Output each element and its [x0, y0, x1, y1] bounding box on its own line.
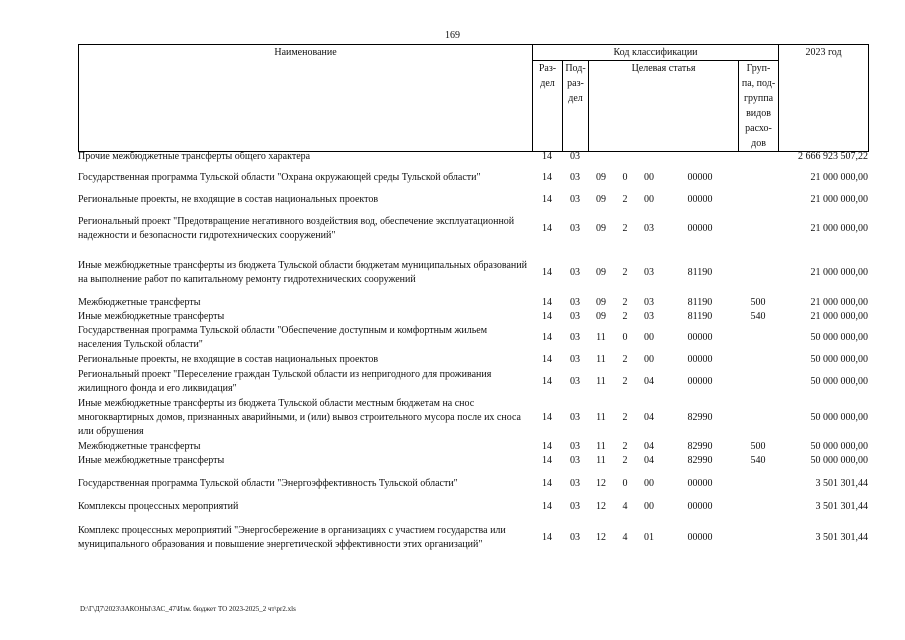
page-number: 169 [445, 30, 460, 41]
cell-vr [738, 514, 778, 562]
cell-c2: 0 [622, 172, 628, 183]
cell-c3 [636, 150, 662, 164]
cell-c1: 09 [596, 297, 606, 308]
file-path: D:\Г\Д7\2023\ЗАКОНЫ\ЗАС_47\Изм. бюджет ТО 2023-2025_2 чт\pr2.xls [80, 605, 296, 613]
cell-vr [738, 500, 778, 514]
cell-c1: 09 [596, 267, 606, 278]
cell-amount: 21 000 000,00 [810, 172, 868, 183]
table-row [78, 250, 868, 296]
cell-vr: 540 [750, 455, 766, 466]
cell-pr: 03 [570, 267, 580, 278]
cell-name: Иные межбюджетные трансферты из бюджета Тульской области бюджетам муниципальных образований на выполнение работ по капитальному ремонту гидротехнических сооружений [78, 260, 527, 285]
cell-pr: 03 [570, 332, 580, 343]
cell-c4: 00000 [687, 332, 713, 343]
cell-name: Государственная программа Тульской области "Охрана окружающей среды Тульской области" [78, 172, 481, 183]
cell-c4: 00000 [687, 501, 713, 512]
cell-rz: 14 [542, 354, 552, 365]
table-row [78, 296, 868, 310]
table-row [78, 514, 868, 562]
table-row [78, 208, 868, 250]
cell-amount: 21 000 000,00 [810, 267, 868, 278]
cell-rz: 14 [542, 332, 552, 343]
cell-amount: 50 000 000,00 [810, 412, 868, 423]
cell-c4: 00000 [687, 376, 713, 387]
table-row [78, 440, 868, 454]
header-podrazdel: Под- раз- дел [563, 61, 589, 152]
cell-name: Государственная программа Тульской области "Энергоэффективность Тульской области" [78, 478, 458, 489]
table-row [78, 368, 868, 396]
cell-amount: 3 501 301,44 [815, 478, 868, 489]
cell-pr: 03 [570, 532, 580, 543]
cell-c2: 2 [622, 455, 628, 466]
cell-rz: 14 [542, 223, 552, 234]
cell-c4: 00000 [687, 532, 713, 543]
cell-name: Региональный проект "Предотвращение негативного воздействия вод, обеспечение эксплуатационной надежности и безопасности гидротехнических сооружений" [78, 216, 515, 241]
cell-amount: 50 000 000,00 [810, 354, 868, 365]
cell-c2 [614, 150, 636, 164]
cell-pr: 03 [570, 455, 580, 466]
cell-amount: 3 501 301,44 [815, 532, 868, 543]
cell-name: Иные межбюджетные трансферты [78, 455, 225, 466]
cell-c2: 2 [622, 311, 628, 322]
table-row [78, 324, 868, 352]
cell-vr [738, 324, 778, 352]
cell-rz: 14 [542, 311, 552, 322]
cell-pr: 03 [570, 151, 580, 162]
cell-name: Иные межбюджетные трансферты из бюджета Тульской области местным бюджетам на снос многоквартирных домов, признанных аварийными, и (или) вывоз строительного мусора после их сноса или обрушения [78, 398, 521, 437]
cell-rz: 14 [542, 478, 552, 489]
cell-amount: 21 000 000,00 [810, 223, 868, 234]
cell-name: Межбюджетные трансферты [78, 297, 201, 308]
cell-rz: 14 [542, 151, 552, 162]
header-name: Наименование [79, 45, 533, 152]
cell-c3: 03 [644, 311, 654, 322]
cell-amount: 50 000 000,00 [810, 441, 868, 452]
cell-c3: 00 [644, 332, 654, 343]
cell-c2: 2 [622, 376, 628, 387]
cell-name: Региональные проекты, не входящие в состав национальных проектов [78, 354, 379, 365]
cell-name: Комплекс процессных мероприятий "Энергосбережение в организациях с участием государства или муниципального образования и повышение энергетической эффективности этих организаций" [78, 525, 506, 550]
cell-c4: 81190 [687, 297, 713, 308]
cell-rz: 14 [542, 172, 552, 183]
cell-vr [738, 208, 778, 250]
cell-c3: 04 [644, 441, 654, 452]
cell-c1: 09 [596, 223, 606, 234]
cell-c4: 81190 [687, 267, 713, 278]
cell-c1: 11 [596, 354, 606, 365]
cell-rz: 14 [542, 267, 552, 278]
cell-pr: 03 [570, 172, 580, 183]
cell-c4: 00000 [687, 194, 713, 205]
cell-c2: 2 [622, 297, 628, 308]
cell-amount: 3 501 301,44 [815, 501, 868, 512]
cell-pr: 03 [570, 297, 580, 308]
cell-c2: 4 [622, 501, 628, 512]
cell-amount: 21 000 000,00 [810, 311, 868, 322]
cell-name: Государственная программа Тульской области "Обеспечение доступным и комфортным жильем населения Тульской области" [78, 325, 488, 350]
cell-c2: 2 [622, 412, 628, 423]
cell-vr [738, 192, 778, 208]
cell-c1: 09 [596, 311, 606, 322]
table-row [78, 352, 868, 368]
cell-name: Региональные проекты, не входящие в состав национальных проектов [78, 194, 379, 205]
cell-pr: 03 [570, 501, 580, 512]
cell-name: Комплексы процессных мероприятий [78, 501, 239, 512]
cell-c4: 82990 [687, 455, 713, 466]
cell-pr: 03 [570, 441, 580, 452]
table-row [78, 310, 868, 324]
cell-c2: 2 [622, 354, 628, 365]
cell-c3: 04 [644, 376, 654, 387]
cell-rz: 14 [542, 441, 552, 452]
cell-c1: 11 [596, 376, 606, 387]
header-code: Код классификации [533, 45, 779, 61]
cell-vr: 540 [750, 311, 766, 322]
cell-name: Прочие межбюджетные трансферты общего характера [78, 151, 311, 162]
cell-c3: 03 [644, 297, 654, 308]
cell-c2: 2 [622, 267, 628, 278]
cell-c1: 12 [596, 478, 606, 489]
cell-vr [738, 368, 778, 396]
cell-rz: 14 [542, 376, 552, 387]
cell-amount: 21 000 000,00 [810, 297, 868, 308]
cell-c1: 12 [596, 532, 606, 543]
header-year: 2023 год [779, 45, 869, 152]
cell-c2: 4 [622, 532, 628, 543]
cell-vr: 500 [750, 297, 766, 308]
cell-vr [738, 150, 778, 164]
cell-c4: 00000 [687, 223, 713, 234]
budget-table [78, 150, 868, 562]
cell-c4: 00000 [687, 354, 713, 365]
header-razdel: Раз- дел [533, 61, 563, 152]
cell-rz: 14 [542, 455, 552, 466]
cell-c4 [662, 150, 738, 164]
cell-amount: 50 000 000,00 [810, 376, 868, 387]
cell-c3: 00 [644, 354, 654, 365]
cell-c1: 11 [596, 455, 606, 466]
header-celevaya: Целевая статья [589, 61, 739, 152]
cell-c1: 12 [596, 501, 606, 512]
cell-rz: 14 [542, 412, 552, 423]
table-header [78, 44, 869, 152]
cell-pr: 03 [570, 223, 580, 234]
header-gruppa: Груп- па, под- группа видов расхо- дов [739, 61, 779, 152]
cell-pr: 03 [570, 311, 580, 322]
cell-name: Межбюджетные трансферты [78, 441, 201, 452]
cell-c4: 82990 [687, 412, 713, 423]
cell-c2: 2 [622, 194, 628, 205]
table-row [78, 192, 868, 208]
cell-pr: 03 [570, 478, 580, 489]
cell-c3: 04 [644, 455, 654, 466]
cell-name: Иные межбюджетные трансферты [78, 311, 225, 322]
cell-c1 [588, 150, 614, 164]
cell-c1: 11 [596, 412, 606, 423]
cell-c3: 04 [644, 412, 654, 423]
cell-c3: 00 [644, 478, 654, 489]
cell-c1: 09 [596, 194, 606, 205]
cell-c1: 09 [596, 172, 606, 183]
cell-rz: 14 [542, 194, 552, 205]
cell-c4: 00000 [687, 478, 713, 489]
table-row [78, 396, 868, 440]
table-row [78, 468, 868, 500]
cell-c4: 00000 [687, 172, 713, 183]
cell-c3: 03 [644, 267, 654, 278]
cell-pr: 03 [570, 354, 580, 365]
cell-c2: 0 [622, 332, 628, 343]
cell-vr: 500 [750, 441, 766, 452]
cell-vr [738, 396, 778, 440]
cell-c2: 0 [622, 478, 628, 489]
table-row [78, 454, 868, 468]
cell-c4: 81190 [687, 311, 713, 322]
cell-c3: 00 [644, 501, 654, 512]
cell-vr [738, 468, 778, 500]
cell-vr [738, 164, 778, 192]
cell-c3: 00 [644, 172, 654, 183]
cell-pr: 03 [570, 412, 580, 423]
cell-rz: 14 [542, 501, 552, 512]
cell-name: Региональный проект "Переселение граждан Тульской области из непригодного для проживания жилищного фонда и его ликвидация" [78, 369, 492, 394]
cell-amount: 2 666 923 507,22 [798, 151, 868, 162]
cell-vr [738, 250, 778, 296]
table-row [78, 500, 868, 514]
cell-c2: 2 [622, 441, 628, 452]
cell-c3: 01 [644, 532, 654, 543]
cell-c4: 82990 [687, 441, 713, 452]
cell-amount: 50 000 000,00 [810, 332, 868, 343]
cell-c3: 03 [644, 223, 654, 234]
cell-c1: 11 [596, 332, 606, 343]
cell-rz: 14 [542, 532, 552, 543]
cell-pr: 03 [570, 194, 580, 205]
cell-pr: 03 [570, 376, 580, 387]
cell-amount: 50 000 000,00 [810, 455, 868, 466]
cell-c2: 2 [622, 223, 628, 234]
table-row [78, 164, 868, 192]
cell-rz: 14 [542, 297, 552, 308]
cell-c1: 11 [596, 441, 606, 452]
cell-c3: 00 [644, 194, 654, 205]
cell-vr [738, 352, 778, 368]
table-row [78, 150, 868, 164]
cell-amount: 21 000 000,00 [810, 194, 868, 205]
